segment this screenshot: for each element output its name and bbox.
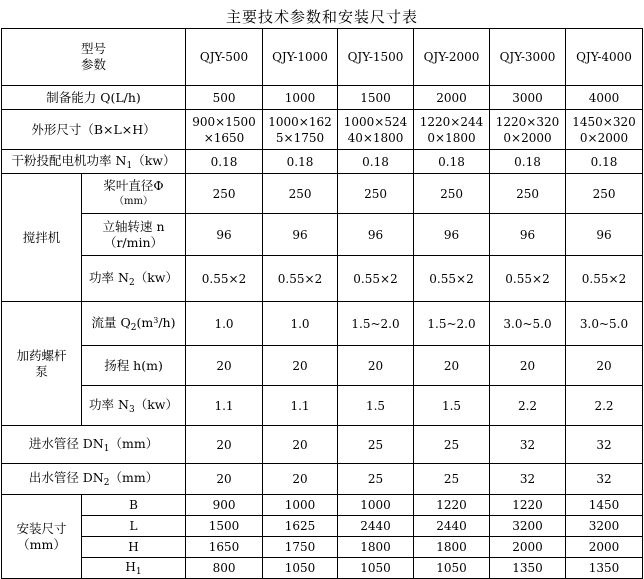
header-corner-cell: [2, 29, 186, 86]
model-header: QJY-3000: [490, 29, 566, 86]
pump-power-row: [2, 386, 643, 426]
install-h-label: H: [82, 537, 186, 558]
inlet-label: 进水管径 $DN_1(mm)$: [2, 426, 186, 464]
install-h1-label: $H_1$: [82, 558, 186, 579]
pump-power-value: 1.5: [414, 386, 490, 426]
inlet-value: 32: [490, 426, 566, 464]
install-h1-value: 1050: [414, 558, 490, 579]
pump-power-label: 功率 $N_3(kw)$: [82, 386, 186, 426]
outlet-label: 出水管径 $DN_2(mm)$: [2, 464, 186, 495]
mixer-group-label: 搅拌机: [2, 174, 82, 302]
install-b-value: 900: [186, 495, 263, 516]
size-value: 1450×320 0×2000: [566, 110, 643, 150]
size-value: 1220×244 0×1800: [414, 110, 490, 150]
inlet-value: 20: [186, 426, 263, 464]
install-b-value: 1450: [566, 495, 643, 516]
install-h1-value: 1350: [566, 558, 643, 579]
install-b-row: [2, 495, 643, 516]
pump-flow-value: 3.0~5.0: [566, 302, 643, 346]
outlet-value: 25: [338, 464, 414, 495]
pump-head-value: 20: [338, 346, 414, 386]
outlet-value: 32: [566, 464, 643, 495]
mixer-blade-value: 250: [490, 174, 566, 214]
pump-head-value: 20: [490, 346, 566, 386]
pump-flow-row: [2, 302, 643, 346]
mixer-speed-value: 96: [338, 214, 414, 256]
install-b-value: 1220: [414, 495, 490, 516]
mixer-blade-label: 桨叶直径Φ （mm）: [82, 174, 186, 214]
capacity-value: 1500: [338, 86, 414, 110]
spec-table: [1, 28, 643, 579]
install-h-value: 1750: [263, 537, 338, 558]
install-b-value: 1000: [338, 495, 414, 516]
capacity-value: 4000: [566, 86, 643, 110]
size-value: 900×1500 ×1650: [186, 110, 263, 150]
powder-motor-value: 0.18: [338, 150, 414, 174]
capacity-label: 制备能力 Q(L/h): [2, 86, 186, 110]
size-row: [2, 110, 643, 150]
mixer-blade-row: [2, 174, 643, 214]
mixer-speed-value: 96: [566, 214, 643, 256]
pump-power-value: 1.1: [263, 386, 338, 426]
powder-motor-value: 0.18: [566, 150, 643, 174]
powder-motor-label: 干粉投配电机功率 $N_1(kw)$: [2, 150, 186, 174]
outlet-value: 20: [186, 464, 263, 495]
mixer-power-value: 0.55×2: [338, 256, 414, 302]
install-h1-value: 800: [186, 558, 263, 579]
model-header: QJY-1500: [338, 29, 414, 86]
pump-power-value: 1.1: [186, 386, 263, 426]
install-h1-row: [2, 558, 643, 579]
install-l-value: 1625: [263, 516, 338, 537]
capacity-value: 2000: [414, 86, 490, 110]
install-b-label: B: [82, 495, 186, 516]
pump-group-label: 加药螺杆 泵: [2, 302, 82, 426]
powder-motor-value: 0.18: [263, 150, 338, 174]
size-value: 1000×162 5×1750: [263, 110, 338, 150]
install-b-value: 1000: [263, 495, 338, 516]
install-group-label: 安装尺寸 （mm）: [2, 495, 82, 579]
powder-motor-value: 0.18: [186, 150, 263, 174]
mixer-power-value: 0.55×2: [566, 256, 643, 302]
model-header: QJY-2000: [414, 29, 490, 86]
install-h-value: 2000: [490, 537, 566, 558]
capacity-value: 500: [186, 86, 263, 110]
mixer-power-value: 0.55×2: [263, 256, 338, 302]
pump-flow-value: 1.0: [186, 302, 263, 346]
install-h-value: 2000: [566, 537, 643, 558]
inlet-value: 20: [263, 426, 338, 464]
pump-power-value: 1.5: [338, 386, 414, 426]
install-h1-value: 1050: [263, 558, 338, 579]
outlet-value: 25: [414, 464, 490, 495]
mixer-blade-value: 250: [338, 174, 414, 214]
pump-head-value: 20: [414, 346, 490, 386]
install-l-value: 2440: [414, 516, 490, 537]
pump-flow-value: 1.5~2.0: [338, 302, 414, 346]
pump-head-value: 20: [263, 346, 338, 386]
install-l-value: 3200: [566, 516, 643, 537]
pump-power-value: 2.2: [566, 386, 643, 426]
mixer-blade-value: 250: [263, 174, 338, 214]
pump-flow-value: 3.0~5.0: [490, 302, 566, 346]
inlet-value: 25: [338, 426, 414, 464]
install-l-value: 3200: [490, 516, 566, 537]
size-label: 外形尺寸（B×L×H）: [2, 110, 186, 150]
install-h-value: 1800: [414, 537, 490, 558]
capacity-value: 1000: [263, 86, 338, 110]
mixer-speed-label: 立轴转速 n （r/min）: [82, 214, 186, 256]
mixer-speed-value: 96: [490, 214, 566, 256]
model-header: QJY-500: [186, 29, 263, 86]
install-h-value: 1800: [338, 537, 414, 558]
pump-head-value: 20: [186, 346, 263, 386]
mixer-power-row: [2, 256, 643, 302]
pump-flow-value: 1.5~2.0: [414, 302, 490, 346]
pump-head-row: [2, 346, 643, 386]
size-value: 1000×524 40×1800: [338, 110, 414, 150]
mixer-speed-value: 96: [186, 214, 263, 256]
header-row: [2, 29, 643, 86]
inlet-value: 25: [414, 426, 490, 464]
install-l-label: L: [82, 516, 186, 537]
install-h1-value: 1350: [490, 558, 566, 579]
outlet-value: 32: [490, 464, 566, 495]
install-h-value: 1650: [186, 537, 263, 558]
pump-flow-label: 流量 $Q_2(m^3/h)$: [82, 302, 186, 346]
mixer-power-value: 0.55×2: [490, 256, 566, 302]
outlet-value: 20: [263, 464, 338, 495]
model-header: QJY-1000: [263, 29, 338, 86]
install-h-row: [2, 537, 643, 558]
mixer-blade-value: 250: [186, 174, 263, 214]
mixer-power-value: 0.55×2: [186, 256, 263, 302]
install-l-value: 2440: [338, 516, 414, 537]
pump-head-value: 20: [566, 346, 643, 386]
mixer-blade-value: 250: [566, 174, 643, 214]
powder-motor-value: 0.18: [490, 150, 566, 174]
install-l-value: 1500: [186, 516, 263, 537]
mixer-speed-value: 96: [263, 214, 338, 256]
mixer-blade-value: 250: [414, 174, 490, 214]
install-h1-value: 1050: [338, 558, 414, 579]
powder-motor-value: 0.18: [414, 150, 490, 174]
pump-power-value: 2.2: [490, 386, 566, 426]
inlet-row: [2, 426, 643, 464]
inlet-value: 32: [566, 426, 643, 464]
install-b-value: 1220: [490, 495, 566, 516]
install-l-row: [2, 516, 643, 537]
pump-flow-value: 1.0: [263, 302, 338, 346]
mixer-speed-row: [2, 214, 643, 256]
capacity-value: 3000: [490, 86, 566, 110]
mixer-power-value: 0.55×2: [414, 256, 490, 302]
mixer-speed-value: 96: [414, 214, 490, 256]
model-label: 型号: [81, 41, 107, 56]
table-title: 主要技术参数和安装尺寸表: [225, 8, 418, 26]
pump-head-label: 扬程 h(m): [82, 346, 186, 386]
outlet-row: [2, 464, 643, 495]
mixer-power-label: 功率 $N_2(kw)$: [82, 256, 186, 302]
model-header: QJY-4000: [566, 29, 643, 86]
powder-motor-row: [2, 150, 643, 174]
size-value: 1220×320 0×2000: [490, 110, 566, 150]
param-label: 参数: [81, 57, 107, 72]
capacity-row: [2, 86, 643, 110]
